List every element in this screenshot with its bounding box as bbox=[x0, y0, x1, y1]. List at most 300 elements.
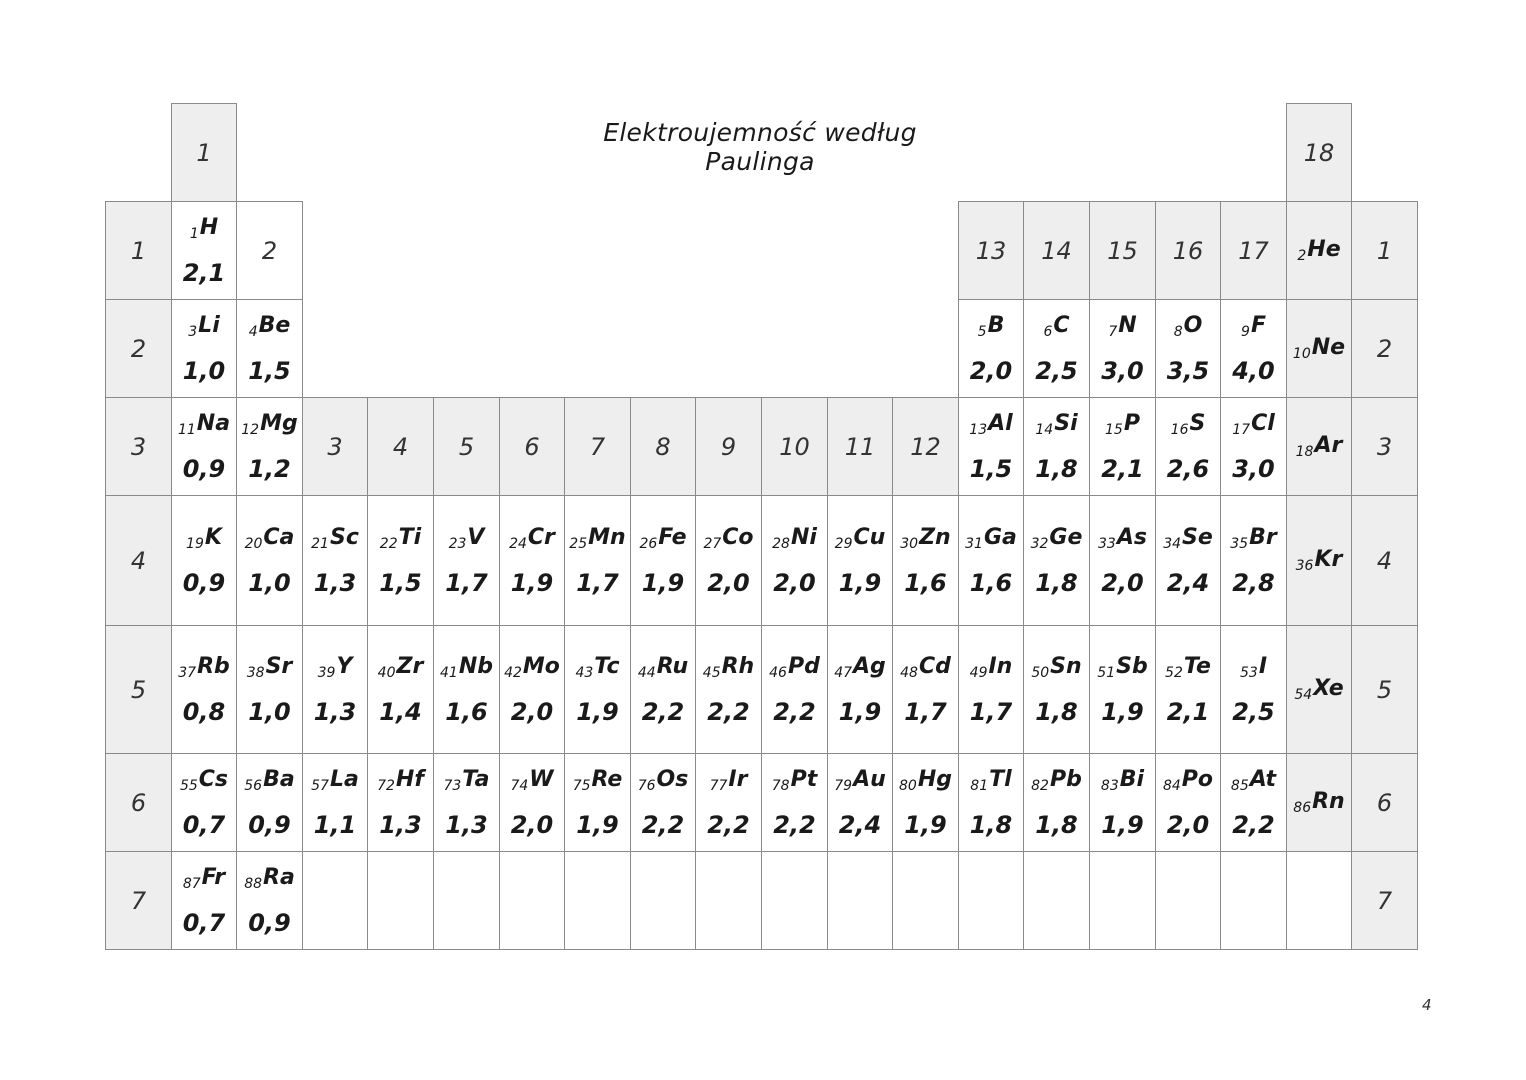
element-symbol bbox=[1100, 766, 1145, 794]
symbol-text: Ra bbox=[263, 864, 295, 890]
group-3-header bbox=[302, 397, 368, 496]
element-cell-ta bbox=[433, 753, 500, 852]
element-cell-sn bbox=[1023, 625, 1090, 754]
element-symbol bbox=[1295, 432, 1343, 460]
group-1-header bbox=[171, 103, 237, 202]
symbol-text: Nb bbox=[458, 653, 493, 679]
element-symbol bbox=[1165, 653, 1211, 681]
electronegativity-value: 0,7 bbox=[182, 908, 226, 937]
element-symbol bbox=[509, 524, 555, 552]
electronegativity-value: 3,0 bbox=[1101, 356, 1144, 385]
group-label: 2 bbox=[261, 236, 278, 265]
element-cell-p bbox=[1089, 397, 1156, 496]
electronegativity-value: 1,6 bbox=[445, 697, 488, 726]
group-label: 15 bbox=[1107, 236, 1138, 265]
element-cell-xe bbox=[1286, 625, 1352, 754]
atomic-number: 34 bbox=[1163, 535, 1182, 552]
symbol-text: Ir bbox=[728, 766, 748, 792]
group-16-header bbox=[1155, 201, 1221, 300]
element-symbol bbox=[244, 864, 295, 892]
atomic-number: 55 bbox=[179, 777, 198, 794]
symbol-text: Co bbox=[722, 524, 754, 550]
element-symbol bbox=[900, 524, 951, 552]
atomic-number: 39 bbox=[317, 664, 336, 681]
group-4-header bbox=[367, 397, 434, 496]
element-cell-cd bbox=[892, 625, 959, 754]
symbol-text: Rb bbox=[197, 653, 230, 679]
atomic-number: 50 bbox=[1031, 664, 1050, 681]
element-symbol bbox=[179, 766, 229, 794]
element-cell-os bbox=[630, 753, 696, 852]
element-symbol bbox=[703, 524, 754, 552]
symbol-text: Y bbox=[336, 653, 353, 679]
atomic-number: 27 bbox=[703, 535, 722, 552]
symbol-text: V bbox=[467, 524, 485, 550]
electronegativity-value: 1,2 bbox=[248, 454, 291, 483]
element-cell-ti bbox=[367, 495, 434, 626]
symbol-text: Ca bbox=[263, 524, 295, 550]
element-symbol bbox=[1173, 312, 1203, 340]
element-cell-sr bbox=[236, 625, 303, 754]
element-cell-cs bbox=[171, 753, 237, 852]
symbol-text: Pb bbox=[1049, 766, 1082, 792]
period-label-left-1 bbox=[105, 201, 172, 300]
element-cell-al bbox=[958, 397, 1024, 496]
symbol-text: Hf bbox=[395, 766, 424, 792]
electronegativity-value: 1,3 bbox=[313, 568, 357, 597]
electronegativity-value: 2,1 bbox=[1166, 697, 1210, 726]
element-cell-sb bbox=[1089, 625, 1156, 754]
group-label: 5 bbox=[458, 432, 475, 461]
electronegativity-value: 1,9 bbox=[838, 697, 882, 726]
period-label-left-2 bbox=[105, 299, 172, 398]
element-symbol bbox=[569, 524, 626, 552]
period-label-right-3 bbox=[1351, 397, 1418, 496]
atomic-number: 42 bbox=[504, 664, 522, 681]
atomic-number: 57 bbox=[311, 777, 329, 794]
atomic-number: 8 bbox=[1173, 323, 1183, 340]
atomic-number: 19 bbox=[186, 535, 204, 552]
element-symbol bbox=[709, 766, 748, 794]
element-cell-ar bbox=[1286, 397, 1352, 496]
element-cell-y bbox=[302, 625, 368, 754]
element-symbol bbox=[188, 312, 220, 340]
symbol-text: Sb bbox=[1116, 653, 1148, 679]
group-10-header bbox=[761, 397, 828, 496]
element-cell-kr bbox=[1286, 495, 1352, 626]
element-cell-mg bbox=[236, 397, 303, 496]
electronegativity-value: 1,9 bbox=[1101, 810, 1144, 839]
element-cell-v bbox=[433, 495, 500, 626]
period-label-right-5 bbox=[1351, 625, 1418, 754]
atomic-number: 9 bbox=[1241, 323, 1250, 340]
element-cell-bi bbox=[1089, 753, 1156, 852]
electronegativity-value: 2,2 bbox=[641, 697, 685, 726]
element-symbol bbox=[965, 524, 1017, 552]
atomic-number: 36 bbox=[1295, 557, 1314, 574]
symbol-text: Cr bbox=[527, 524, 555, 550]
element-cell-zn bbox=[892, 495, 959, 626]
element-cell-f bbox=[1220, 299, 1287, 398]
group-label: 10 bbox=[779, 432, 810, 461]
symbol-text: Ta bbox=[462, 766, 490, 792]
symbol-text: I bbox=[1258, 653, 1267, 679]
symbol-text: Au bbox=[853, 766, 886, 792]
symbol-text: Sr bbox=[265, 653, 293, 679]
element-symbol bbox=[1170, 410, 1206, 438]
atomic-number: 88 bbox=[244, 875, 263, 892]
element-cell-ga bbox=[958, 495, 1024, 626]
empty-cell bbox=[1155, 851, 1221, 950]
element-symbol bbox=[639, 524, 687, 552]
element-symbol bbox=[1031, 653, 1082, 681]
element-symbol bbox=[969, 410, 1013, 438]
group-9-header bbox=[695, 397, 762, 496]
element-symbol bbox=[186, 524, 222, 552]
symbol-text: As bbox=[1116, 524, 1147, 550]
element-cell-ru bbox=[630, 625, 696, 754]
electronegativity-value: 2,0 bbox=[707, 568, 750, 597]
atomic-number: 26 bbox=[639, 535, 658, 552]
empty-cell bbox=[367, 851, 434, 950]
atomic-number: 80 bbox=[899, 777, 917, 794]
element-cell-rn bbox=[1286, 753, 1352, 852]
electronegativity-value: 1,0 bbox=[248, 697, 291, 726]
element-cell-o bbox=[1155, 299, 1221, 398]
period-label-left-7 bbox=[105, 851, 172, 950]
electronegativity-value: 1,0 bbox=[248, 568, 291, 597]
element-cell-br bbox=[1220, 495, 1287, 626]
empty-cell bbox=[761, 851, 828, 950]
element-cell-sc bbox=[302, 495, 368, 626]
atomic-number: 41 bbox=[440, 664, 458, 681]
element-symbol bbox=[834, 653, 886, 681]
symbol-text: Na bbox=[196, 410, 231, 436]
element-cell-ir bbox=[695, 753, 762, 852]
page-title: Elektroujemność według Paulinga bbox=[603, 118, 917, 176]
element-symbol bbox=[1108, 312, 1137, 340]
element-cell-at bbox=[1220, 753, 1287, 852]
symbol-text: Ga bbox=[983, 524, 1017, 550]
element-cell-se bbox=[1155, 495, 1221, 626]
symbol-text: Re bbox=[591, 766, 623, 792]
atomic-number: 25 bbox=[569, 535, 588, 552]
element-symbol bbox=[1097, 653, 1148, 681]
element-symbol bbox=[504, 653, 560, 681]
atomic-number: 45 bbox=[702, 664, 721, 681]
element-cell-h bbox=[171, 201, 237, 300]
symbol-text: Si bbox=[1054, 410, 1078, 436]
group-label: 14 bbox=[1041, 236, 1072, 265]
element-symbol bbox=[1241, 312, 1266, 340]
atomic-number: 6 bbox=[1043, 323, 1053, 340]
group-label: 18 bbox=[1303, 139, 1335, 167]
atomic-number: 77 bbox=[709, 777, 728, 794]
period-label: 3 bbox=[130, 432, 147, 461]
element-symbol bbox=[900, 653, 951, 681]
electronegativity-value: 1,9 bbox=[641, 568, 685, 597]
element-symbol bbox=[1030, 524, 1083, 552]
symbol-text: Po bbox=[1181, 766, 1214, 792]
element-cell-co bbox=[695, 495, 762, 626]
electronegativity-value: 1,3 bbox=[313, 697, 357, 726]
atomic-number: 28 bbox=[772, 535, 790, 552]
element-symbol bbox=[1293, 788, 1345, 816]
symbol-text: Ar bbox=[1314, 432, 1343, 458]
element-cell-ge bbox=[1023, 495, 1090, 626]
element-cell-au bbox=[827, 753, 893, 852]
electronegativity-value: 1,9 bbox=[576, 697, 619, 726]
element-symbol bbox=[177, 410, 231, 438]
period-label: 7 bbox=[1376, 886, 1393, 915]
atomic-number: 16 bbox=[1170, 421, 1189, 438]
symbol-text: Kr bbox=[1314, 546, 1343, 572]
element-symbol bbox=[1297, 236, 1341, 264]
atomic-number: 1 bbox=[189, 225, 199, 242]
empty-cell bbox=[564, 851, 631, 950]
electronegativity-value: 4,0 bbox=[1232, 356, 1275, 385]
element-cell-ra bbox=[236, 851, 303, 950]
electronegativity-value: 3,0 bbox=[1232, 454, 1275, 483]
element-symbol bbox=[969, 653, 1013, 681]
atomic-number: 20 bbox=[244, 535, 263, 552]
symbol-text: Rn bbox=[1312, 788, 1345, 814]
period-label: 4 bbox=[1376, 546, 1393, 575]
element-symbol bbox=[311, 524, 359, 552]
symbol-text: Mn bbox=[588, 524, 626, 550]
element-symbol bbox=[771, 766, 818, 794]
element-symbol bbox=[311, 766, 359, 794]
element-cell-tc bbox=[564, 625, 631, 754]
element-symbol bbox=[970, 766, 1012, 794]
group-label: 4 bbox=[392, 432, 409, 461]
electronegativity-value: 2,0 bbox=[969, 356, 1013, 385]
electronegativity-value: 0,8 bbox=[182, 697, 226, 726]
symbol-text: Sn bbox=[1050, 653, 1082, 679]
element-symbol bbox=[834, 766, 886, 794]
element-symbol bbox=[769, 653, 820, 681]
electronegativity-value: 1,7 bbox=[445, 568, 488, 597]
element-symbol bbox=[178, 653, 230, 681]
period-label-right-4 bbox=[1351, 495, 1418, 626]
symbol-text: Cs bbox=[198, 766, 229, 792]
element-symbol bbox=[377, 653, 424, 681]
element-cell-tl bbox=[958, 753, 1024, 852]
electronegativity-value: 2,0 bbox=[1166, 810, 1210, 839]
empty-cell bbox=[433, 851, 500, 950]
page-number: 4 bbox=[1422, 996, 1432, 1014]
element-cell-as bbox=[1089, 495, 1156, 626]
atomic-number: 4 bbox=[248, 323, 258, 340]
symbol-text: Ti bbox=[398, 524, 422, 550]
element-symbol bbox=[182, 864, 226, 892]
period-label-left-4 bbox=[105, 495, 172, 626]
symbol-text: Li bbox=[198, 312, 220, 338]
element-symbol bbox=[1162, 766, 1214, 794]
period-label: 5 bbox=[1376, 675, 1393, 704]
element-symbol bbox=[1239, 653, 1267, 681]
symbol-text: Rh bbox=[721, 653, 755, 679]
electronegativity-value: 1,8 bbox=[1035, 568, 1078, 597]
period-label-left-5 bbox=[105, 625, 172, 754]
atomic-number: 87 bbox=[182, 875, 201, 892]
atomic-number: 31 bbox=[965, 535, 983, 552]
atomic-number: 29 bbox=[834, 535, 853, 552]
electronegativity-value: 1,9 bbox=[1101, 697, 1144, 726]
element-cell-cu bbox=[827, 495, 893, 626]
group-label: 8 bbox=[655, 432, 671, 461]
element-symbol bbox=[448, 524, 485, 552]
group-7-header bbox=[564, 397, 631, 496]
empty-cell bbox=[499, 851, 565, 950]
element-symbol bbox=[899, 766, 952, 794]
symbol-text: Cl bbox=[1251, 410, 1275, 436]
symbol-text: P bbox=[1123, 410, 1140, 436]
element-cell-la bbox=[302, 753, 368, 852]
group-8-header bbox=[630, 397, 696, 496]
atomic-number: 51 bbox=[1097, 664, 1116, 681]
group-label: 16 bbox=[1172, 236, 1204, 265]
atomic-number: 18 bbox=[1295, 443, 1314, 460]
electronegativity-value: 2,5 bbox=[1035, 356, 1078, 385]
group-label: 13 bbox=[975, 236, 1007, 265]
element-symbol bbox=[443, 766, 490, 794]
symbol-text: Hg bbox=[917, 766, 952, 792]
symbol-text: Ge bbox=[1049, 524, 1083, 550]
group-11-header bbox=[827, 397, 893, 496]
element-symbol bbox=[1163, 524, 1213, 552]
group-label: 1 bbox=[196, 139, 212, 167]
symbol-text: Cd bbox=[918, 653, 951, 679]
empty-cell bbox=[892, 851, 959, 950]
element-symbol bbox=[702, 653, 755, 681]
symbol-text: Ni bbox=[790, 524, 817, 550]
electronegativity-value: 1,8 bbox=[1035, 454, 1078, 483]
element-cell-li bbox=[171, 299, 237, 398]
group-label: 7 bbox=[589, 432, 606, 461]
symbol-text: Ne bbox=[1311, 334, 1346, 360]
symbol-text: Xe bbox=[1313, 675, 1344, 701]
atomic-number: 21 bbox=[311, 535, 329, 552]
group-2-header bbox=[236, 201, 303, 300]
symbol-text: Fr bbox=[201, 864, 226, 890]
element-cell-mo bbox=[499, 625, 565, 754]
atomic-number: 35 bbox=[1230, 535, 1249, 552]
symbol-text: Sc bbox=[329, 524, 359, 550]
element-cell-ba bbox=[236, 753, 303, 852]
symbol-text: Cu bbox=[853, 524, 886, 550]
electronegativity-value: 2,2 bbox=[707, 810, 750, 839]
symbol-text: Zr bbox=[396, 653, 424, 679]
atomic-number: 10 bbox=[1292, 345, 1311, 362]
element-symbol bbox=[244, 766, 295, 794]
symbol-text: Bi bbox=[1119, 766, 1145, 792]
electronegativity-value: 2,1 bbox=[1101, 454, 1144, 483]
empty-cell bbox=[827, 851, 893, 950]
electronegativity-value: 1,4 bbox=[379, 697, 422, 726]
element-symbol bbox=[241, 410, 298, 438]
element-cell-pb bbox=[1023, 753, 1090, 852]
symbol-text: Be bbox=[258, 312, 291, 338]
group-17-header bbox=[1220, 201, 1287, 300]
symbol-text: He bbox=[1307, 236, 1341, 262]
atomic-number: 81 bbox=[970, 777, 989, 794]
element-cell-b bbox=[958, 299, 1024, 398]
atomic-number: 5 bbox=[977, 323, 987, 340]
element-cell-re bbox=[564, 753, 631, 852]
symbol-text: La bbox=[329, 766, 359, 792]
element-symbol bbox=[1230, 766, 1277, 794]
group-15-header bbox=[1089, 201, 1156, 300]
element-cell-cr bbox=[499, 495, 565, 626]
element-cell-c bbox=[1023, 299, 1090, 398]
symbol-text: Fe bbox=[658, 524, 687, 550]
empty-cell bbox=[958, 851, 1024, 950]
atomic-number: 84 bbox=[1162, 777, 1181, 794]
electronegativity-value: 1,3 bbox=[379, 810, 422, 839]
atomic-number: 76 bbox=[637, 777, 656, 794]
element-symbol bbox=[1295, 546, 1343, 574]
electronegativity-value: 0,9 bbox=[248, 908, 291, 937]
electronegativity-value: 2,6 bbox=[1166, 454, 1210, 483]
group-label: 9 bbox=[720, 432, 737, 461]
element-cell-hg bbox=[892, 753, 959, 852]
period-label-right-6 bbox=[1351, 753, 1418, 852]
electronegativity-value: 1,7 bbox=[969, 697, 1013, 726]
element-symbol bbox=[1031, 766, 1082, 794]
atomic-number: 75 bbox=[572, 777, 591, 794]
element-cell-he bbox=[1286, 201, 1352, 300]
electronegativity-value: 1,5 bbox=[248, 356, 291, 385]
electronegativity-value: 1,5 bbox=[969, 454, 1013, 483]
electronegativity-value: 2,0 bbox=[1101, 568, 1144, 597]
atomic-number: 73 bbox=[443, 777, 462, 794]
atomic-number: 83 bbox=[1100, 777, 1119, 794]
symbol-text: W bbox=[529, 766, 554, 792]
element-symbol bbox=[248, 312, 291, 340]
electronegativity-value: 2,8 bbox=[1232, 568, 1275, 597]
symbol-text: Se bbox=[1182, 524, 1213, 550]
element-symbol bbox=[379, 524, 422, 552]
electronegativity-value: 2,4 bbox=[1166, 568, 1210, 597]
atomic-number: 56 bbox=[244, 777, 263, 794]
electronegativity-value: 2,2 bbox=[773, 810, 816, 839]
atomic-number: 23 bbox=[448, 535, 467, 552]
electronegativity-value: 0,9 bbox=[248, 810, 291, 839]
empty-cell bbox=[302, 851, 368, 950]
group-label: 11 bbox=[844, 432, 876, 461]
element-symbol bbox=[637, 766, 689, 794]
element-cell-fr bbox=[171, 851, 237, 950]
atomic-number: 53 bbox=[1239, 664, 1258, 681]
element-cell-ne bbox=[1286, 299, 1352, 398]
element-symbol bbox=[1232, 410, 1275, 438]
electronegativity-value: 1,6 bbox=[904, 568, 947, 597]
period-label: 3 bbox=[1376, 432, 1393, 461]
electronegativity-value: 2,0 bbox=[773, 568, 816, 597]
symbol-text: In bbox=[988, 653, 1013, 679]
empty-cell bbox=[1286, 851, 1352, 950]
symbol-text: O bbox=[1183, 312, 1203, 338]
atomic-number: 3 bbox=[188, 323, 198, 340]
symbol-text: K bbox=[204, 524, 222, 550]
symbol-text: Ru bbox=[656, 653, 689, 679]
element-symbol bbox=[637, 653, 689, 681]
element-symbol bbox=[1105, 410, 1140, 438]
atomic-number: 22 bbox=[379, 535, 398, 552]
electronegativity-value: 1,7 bbox=[904, 697, 947, 726]
group-label: 6 bbox=[524, 432, 540, 461]
